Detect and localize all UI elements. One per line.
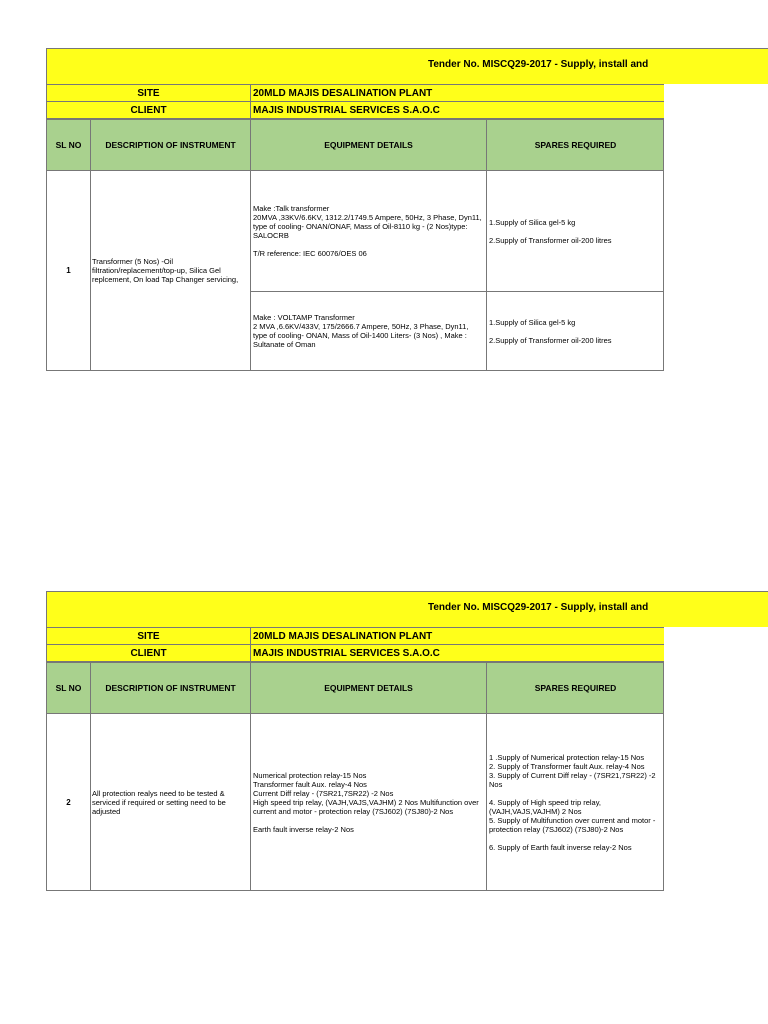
description-cell [91,714,251,890]
header-equipment-details: EQUIPMENT DETAILS [251,120,487,170]
site-value: 20MLD MAJIS DESALINATION PLANT [253,631,433,642]
header-spares-required: SPARES REQUIRED [534,140,617,150]
client-label: CLIENT [47,102,251,119]
site-row [46,84,664,102]
header-description: DESCRIPTION OF INSTRUMENT [91,120,251,170]
header-sl-no: SL NO [47,663,91,713]
table-row [46,714,664,891]
equipment-details-cell [251,714,487,890]
column-header-row [46,119,664,171]
column-header-row [46,662,664,714]
header-equipment-details: EQUIPMENT DETAILS [251,663,487,713]
client-value: MAJIS INDUSTRIAL SERVICES S.A.O.C [253,648,440,659]
header-sl-no: SL NO [47,120,91,170]
spares-required-cell [487,171,664,370]
spares-text: 1 .Supply of Numerical protection relay-15 Nos 2. Supply of Transformer fault Aux. relay-4 Nos 3. Supply of Current Diff relay - (7SR21,7SR22) -2 Nos 4. Supply of High speed trip relay, (VAJH,VAJS,VAJHM) 2 Nos 5. Supply of Multifunction over current and motor - protection relay (7SJ602) (7SJ80)-2 Nos 6. Supply of Earth fault inverse relay-2 Nos [489,752,656,852]
tender-title: Tender No. MISCQ29-2017 - Supply, install and [428,59,649,70]
spares-entry [487,292,664,370]
site-value: 20MLD MAJIS DESALINATION PLANT [253,88,433,99]
equipment-entry [251,714,486,890]
description-text: All protection realys need to be tested & serviced if required or setting need to be adjusted [92,788,226,816]
site-label: SITE [47,628,251,645]
description-text: Transformer (5 Nos) -Oil filtration/replacement/top-up, Silica Gel replcement, On load Tap Changer servicing, [92,257,239,284]
tender-banner [46,48,768,84]
description-cell [91,171,251,370]
client-row [46,644,664,662]
spares-entry [487,714,664,890]
header-spares-required: SPARES REQUIRED [534,683,617,693]
client-row [46,101,664,119]
site-label: SITE [47,85,251,102]
client-label: CLIENT [47,645,251,662]
equipment-text: Numerical protection relay-15 Nos Transformer fault Aux. relay-4 Nos Current Diff relay - (7SR21,7SR22) -2 Nos High speed trip relay, (VAJH,VAJS,VAJHM) 2 Nos Multifunction over current and motor - protection relay (7SJ602) (7SJ80)-2 Nos Earth fault inverse relay-2 Nos [253,770,479,834]
tender-title: Tender No. MISCQ29-2017 - Supply, install and [428,602,649,613]
spares-text: 1.Supply of Silica gel-5 kg 2.Supply of Transformer oil-200 litres [489,317,612,345]
equipment-text: Make : VOLTAMP Transformer 2 MVA ,6.6KV/433V, 175/2666.7 Ampere, 50Hz, 3 Phase, Dyn11, type of cooling- ONAN, Mass of Oil-1400 Liters- (3 Nos) , Make : Sultanate of Oman [253,313,469,349]
spares-required-cell [487,714,664,890]
equipment-details-cell [251,171,487,370]
spares-entry [487,171,664,292]
sl-no-cell: 1 [47,171,91,370]
client-value: MAJIS INDUSTRIAL SERVICES S.A.O.C [253,105,440,116]
spares-text: 1.Supply of Silica gel-5 kg 2.Supply of Transformer oil-200 litres [489,217,612,245]
header-description: DESCRIPTION OF INSTRUMENT [91,663,251,713]
equipment-entry [251,171,486,292]
equipment-entry [251,292,486,370]
tender-banner [46,591,768,627]
table-row [46,171,664,371]
sl-no-cell: 2 [47,714,91,890]
site-row [46,627,664,645]
equipment-text: Make :Talk transformer 20MVA ,33KV/6.6KV, 1312.2/1749.5 Ampere, 50Hz, 3 Phase, Dyn11, type of cooling- ONAN/ONAF, Mass of Oil-8110 kg - (2 Nos)type: SALOCRB T/R reference: IEC 60076/OES 06 [253,204,482,258]
